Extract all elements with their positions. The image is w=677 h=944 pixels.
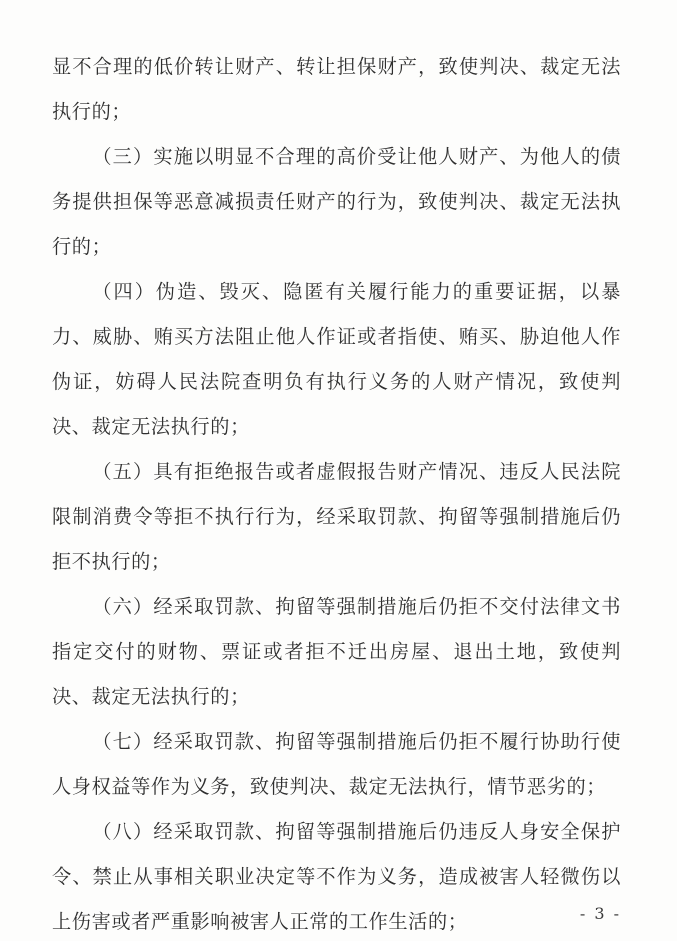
document-body (52, 44, 621, 944)
paragraph-item-7: （七）经采取罚款、拘留等强制措施后仍拒不履行协助行使人身权益等作为义务，致使判决、裁定无法执行，情节恶劣的； (52, 730, 621, 798)
paragraph-continued: 显不合理的低价转让财产、转让担保财产，致使判决、裁定无法执行的； (52, 55, 621, 123)
paragraph-item-6: （六）经采取罚款、拘留等强制措施后仍拒不交付法律文书指定交付的财物、票证或者拒不迁出房屋、退出土地，致使判决、裁定无法执行的； (52, 595, 621, 708)
paragraph-item-8: （八）经采取罚款、拘留等强制措施后仍违反人身安全保护令、禁止从事相关职业决定等不作为义务，造成被害人轻微伤以上伤害或者严重影响被害人正常的工作生活的； (52, 820, 621, 933)
paragraph-item-3: （三）实施以明显不合理的高价受让他人财产、为他人的债务提供担保等恶意减损责任财产的行为，致使判决、裁定无法执行的； (52, 145, 621, 258)
page-number: - 3 - (579, 904, 621, 923)
page-footer (0, 904, 621, 923)
paragraph-item-5: （五）具有拒绝报告或者虚假报告财产情况、违反人民法院限制消费令等拒不执行行为，经采取罚款、拘留等强制措施后仍拒不执行的； (52, 460, 621, 573)
paragraph-item-4: （四）伪造、毁灭、隐匿有关履行能力的重要证据，以暴力、威胁、贿买方法阻止他人作证或者指使、贿买、胁迫他人作伪证，妨碍人民法院查明负有执行义务的人财产情况，致使判决、裁定无法执行的； (52, 280, 621, 438)
